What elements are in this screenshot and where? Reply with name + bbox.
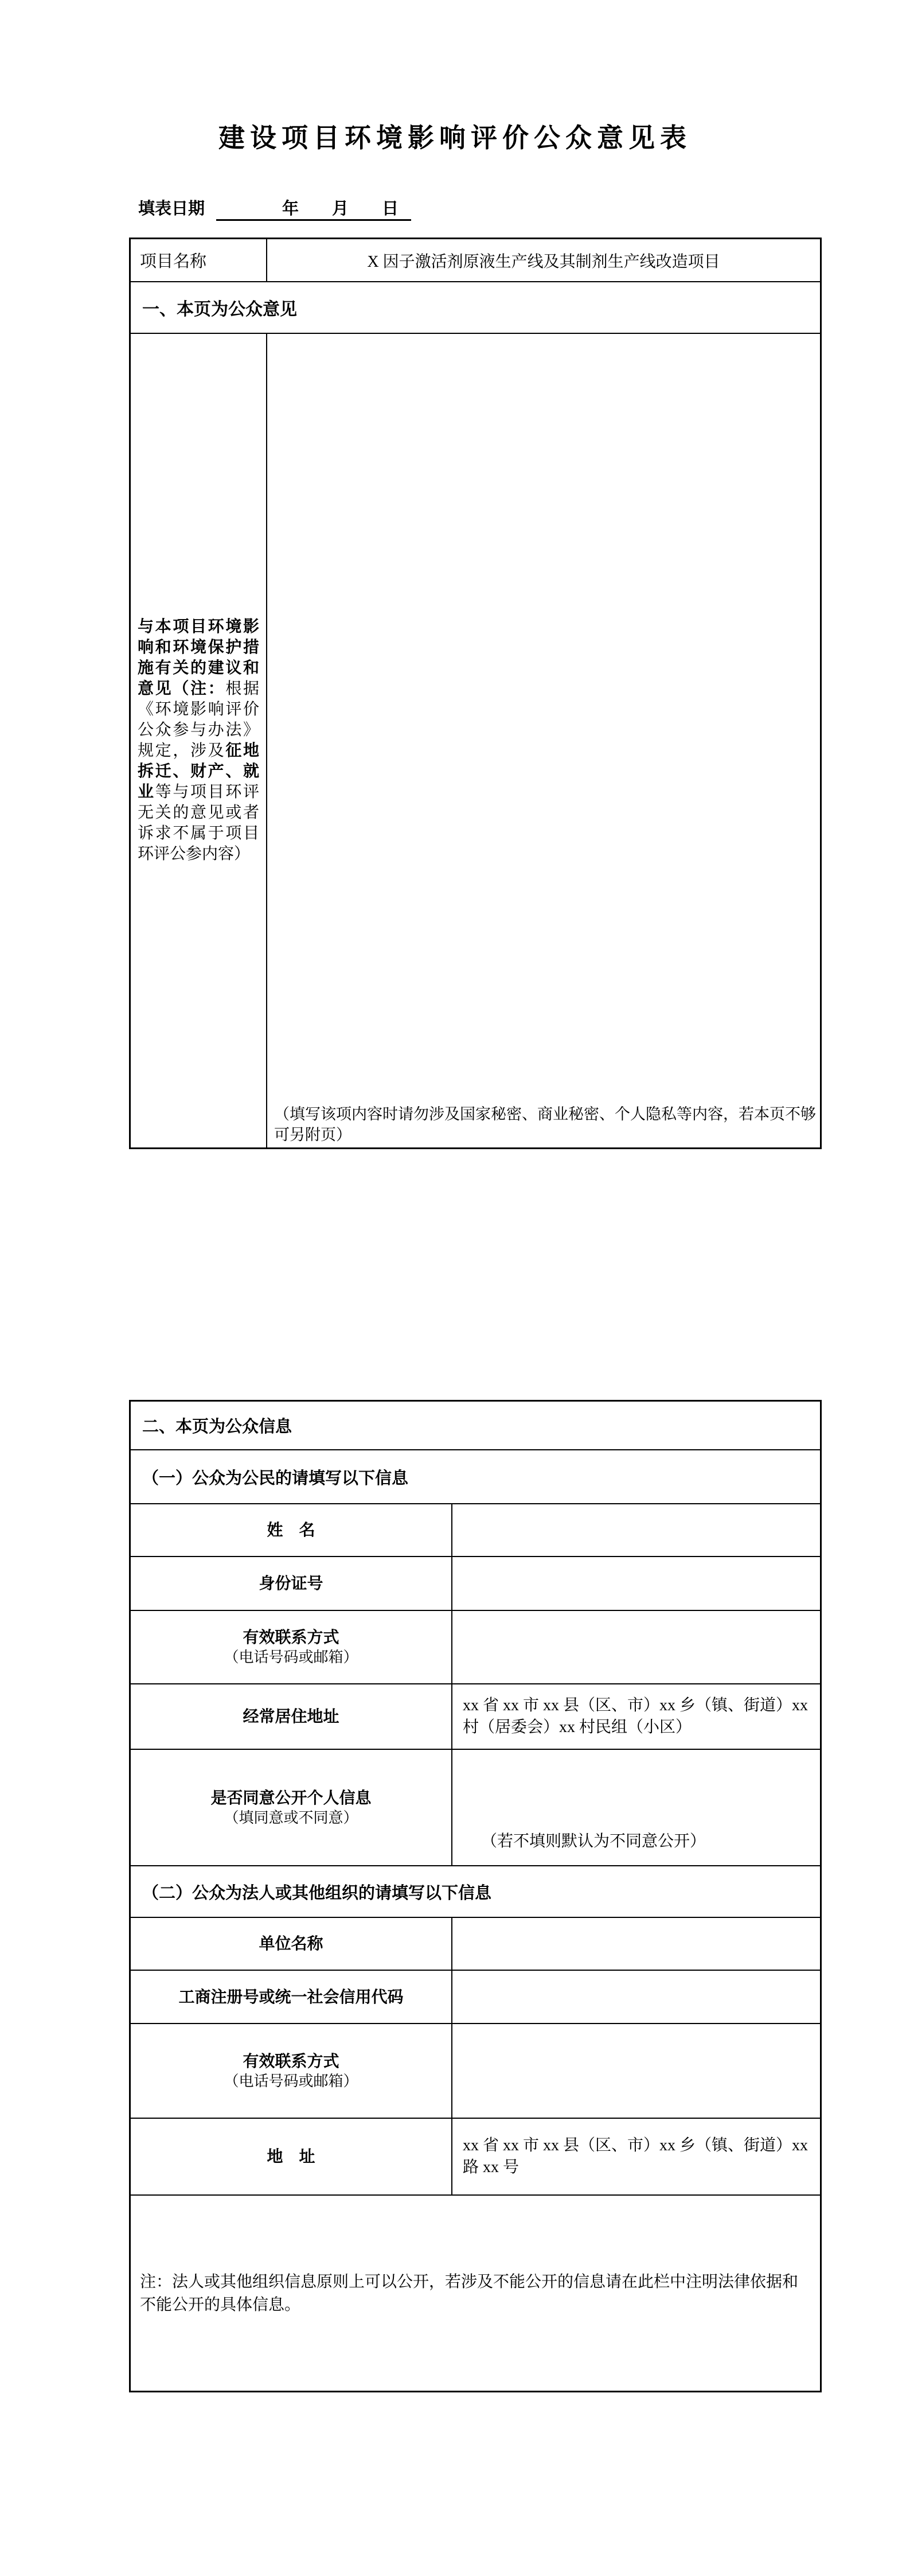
opinion-input-area[interactable] — [267, 334, 820, 1147]
contact-row — [131, 1611, 820, 1684]
org-address-row — [131, 2119, 820, 2196]
opinion-label-text — [138, 617, 259, 865]
contact-sub-label: （电话号码或邮箱） — [224, 1649, 358, 1666]
public-info-table — [129, 1400, 822, 2392]
consent-label: 是否同意公开个人信息 — [210, 1788, 372, 1807]
opinion-table — [129, 238, 822, 1149]
project-name-label: 项目名称 — [131, 239, 267, 281]
contact-input-cell[interactable] — [452, 1611, 820, 1683]
consent-label-cell — [131, 1750, 452, 1865]
id-number-label: 身份证号 — [259, 1574, 323, 1592]
consent-row — [131, 1750, 820, 1866]
residence-label-cell — [131, 1684, 452, 1749]
fill-date-blank-field[interactable]: 年 月 日 — [216, 196, 411, 221]
opinion-note: （填写该项内容时请勿涉及国家秘密、商业秘密、个人隐私等内容，若本页不够可另附页） — [274, 1106, 816, 1143]
org-address-label-cell — [131, 2119, 452, 2194]
org-name-label-cell — [131, 1918, 452, 1970]
section1-header: 一、本页为公众意见 — [131, 282, 820, 334]
opinion-label-run-1: 与本项目环境影响和环境保护措施有关的建议和意见（注： — [138, 618, 259, 698]
org-name-label: 单位名称 — [259, 1935, 323, 1952]
org-code-label-cell — [131, 1971, 452, 2023]
org-code-input-cell[interactable] — [452, 1971, 820, 2023]
opinion-label-run-4: 等与项目环评无关的意见或者诉求不属于项目环评公参内容） — [138, 783, 259, 863]
opinion-row — [131, 334, 820, 1147]
fill-date-line — [138, 196, 411, 221]
project-name-value: X 因子激活剂原液生产线及其制剂生产线改造项目 — [367, 252, 720, 271]
contact-label-cell — [131, 1611, 452, 1683]
opinion-label-run-2: 根据《环境影响评价公众参与办法》规定，涉及 — [138, 680, 259, 760]
org-disclosure-note: 注：法人或其他组织信息原则上可以公开，若涉及不能公开的信息请在此栏中注明法律依据和不能公开的具体信息。 — [140, 2273, 799, 2313]
org-section-header: （二）公众为法人或其他组织的请填写以下信息 — [131, 1866, 820, 1918]
consent-default-note: （若不填则默认为不同意公开） — [481, 1832, 706, 1850]
page-title: 建设项目环境影响评价公众意见表 — [218, 123, 692, 153]
residence-value: xx 省 xx 市 xx 县（区、市）xx 乡（镇、街道）xx 村（居委会）xx 村民组（小区） — [463, 1696, 809, 1736]
consent-input-cell[interactable] — [452, 1750, 820, 1865]
org-contact-sub-label: （电话号码或邮箱） — [224, 2072, 358, 2089]
name-row — [131, 1504, 820, 1557]
name-label-cell — [131, 1504, 452, 1556]
opinion-label-cell — [131, 334, 267, 1147]
name-label: 姓 名 — [267, 1521, 315, 1539]
citizen-section-header: （一）公众为公民的请填写以下信息 — [131, 1450, 820, 1504]
residence-label: 经常居住地址 — [243, 1707, 339, 1725]
org-address-value: xx 省 xx 市 xx 县（区、市）xx 乡（镇、街道）xx 路 xx 号 — [463, 2137, 809, 2176]
project-name-row — [131, 239, 820, 282]
section2-header: 二、本页为公众信息 — [131, 1402, 820, 1450]
id-number-label-cell — [131, 1557, 452, 1610]
org-name-input-cell[interactable] — [452, 1918, 820, 1970]
org-code-label: 工商注册号或统一社会信用代码 — [178, 1987, 404, 2006]
org-name-row — [131, 1918, 820, 1971]
org-contact-input-cell[interactable] — [452, 2024, 820, 2118]
opinion-label-run-3: 征地拆迁、财产、就业 — [138, 742, 259, 801]
id-number-row — [131, 1557, 820, 1611]
name-input-cell[interactable] — [452, 1504, 820, 1556]
org-contact-label: 有效联系方式 — [243, 2052, 339, 2070]
org-contact-row — [131, 2024, 820, 2119]
contact-label: 有效联系方式 — [243, 1628, 339, 1646]
org-contact-label-cell — [131, 2024, 452, 2118]
residence-row — [131, 1684, 820, 1750]
org-address-label: 地 址 — [267, 2147, 315, 2165]
fill-date-label: 填表日期 — [138, 200, 205, 218]
id-number-input-cell[interactable] — [452, 1557, 820, 1610]
org-code-row — [131, 1971, 820, 2024]
consent-sub-label: （填同意或不同意） — [224, 1809, 358, 1826]
